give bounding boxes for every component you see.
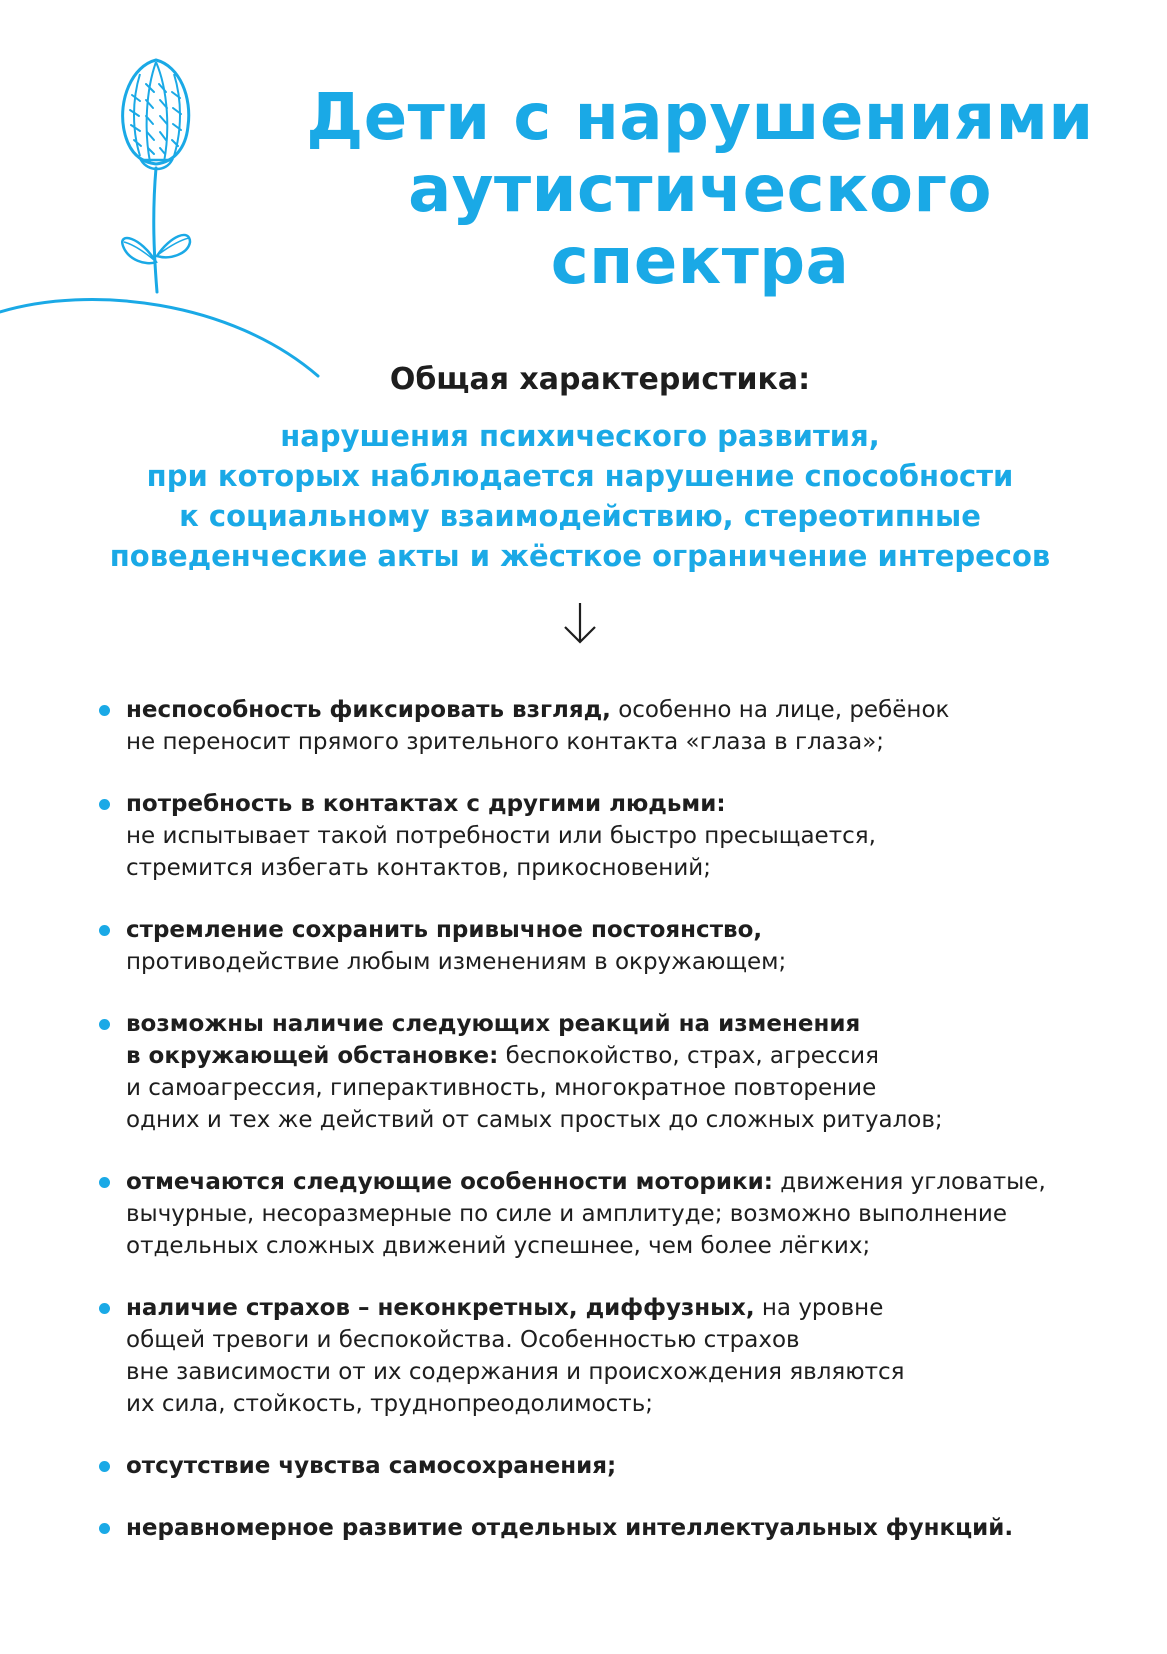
item-first-line [126,914,1136,946]
item-first-line [126,788,1136,820]
item-line: противодействие любым изменениям в окружающем; [126,949,787,975]
item-rest: особенно на лице, ребёнок [610,697,950,723]
item-rest: беспокойство, страх, агрессия [498,1043,879,1069]
list-item [96,1166,1136,1262]
list-item [96,1512,1136,1544]
arrow-down-icon [562,601,598,645]
title-line: спектра [550,225,850,299]
features-list [96,694,1136,1574]
bullet-icon [99,1019,110,1030]
item-bold: возможны наличие следующих реакций на изменения [126,1011,861,1037]
list-item [96,788,1136,884]
item-bold: в окружающей обстановке: [126,1043,499,1069]
bullet-icon [99,925,110,936]
item-bold: потребность в контактах с другими людьми: [126,791,726,817]
item-line: вне зависимости от их содержания и происхождения являются [126,1359,905,1385]
item-first-line [126,1008,1136,1040]
item-bold: стремление сохранить привычное постоянство, [126,917,763,943]
bullet-icon [99,1177,110,1188]
item-rest: на уровне [754,1295,884,1321]
item-first-line [126,1292,1136,1324]
overview-heading: Общая характеристика: [389,362,811,397]
page-title [270,82,1130,298]
item-line: не переносит прямого зрительного контакта «глаза в глаза»; [126,729,885,755]
item-line: и самоагрессия, гиперактивность, многократное повторение [126,1075,877,1101]
item-line: не испытывает такой потребности или быстро пресыщается, [126,823,876,849]
item-bold: отмечаются следующие особенности моторики: [126,1169,773,1195]
definition-line: нарушения психического развития, [280,419,880,453]
item-line: одних и тех же действий от самых простых до сложных ритуалов; [126,1107,943,1133]
item-first-line [126,1166,1136,1198]
list-item [96,914,1136,978]
title-line: аутистического [408,153,992,227]
bullet-icon [99,1523,110,1534]
list-item [96,694,1136,758]
item-first-line [126,1512,1136,1544]
list-item [96,1008,1136,1136]
item-line: их сила, стойкость, труднопреодолимость; [126,1391,654,1417]
item-line: стремится избегать контактов, прикосновений; [126,855,711,881]
item-line: отдельных сложных движений успешнее, чем более лёгких; [126,1233,871,1259]
list-item [96,1450,1136,1482]
bullet-icon [99,1303,110,1314]
definition-line: при которых наблюдается нарушение способности [146,459,1014,493]
item-first-line [126,1450,1136,1482]
item-bold: неспособность фиксировать взгляд, [126,697,611,723]
definition-line: поведенческие акты и жёсткое ограничение интересов [109,539,1051,573]
item-bold: отсутствие чувства самосохранения; [126,1453,617,1479]
item-second-line [126,1040,1136,1072]
title-line: Дети с нарушениями [306,81,1094,155]
bullet-icon [99,705,110,716]
item-line: вычурные, несоразмерные по силе и амплитуде; возможно выполнение [126,1201,1008,1227]
item-bold: неравномерное развитие отдельных интеллектуальных функций. [126,1515,1014,1541]
bullet-icon [99,1461,110,1472]
definition-line: к социальному взаимодействию, стереотипные [179,499,981,533]
item-rest: движения угловатые, [772,1169,1046,1195]
definition-text [60,416,1100,576]
item-bold: наличие страхов – неконкретных, диффузных, [126,1295,755,1321]
bullet-icon [99,799,110,810]
item-line: общей тревоги и беспокойства. Особенностью страхов [126,1327,800,1353]
list-item [96,1292,1136,1420]
item-first-line [126,694,1136,726]
